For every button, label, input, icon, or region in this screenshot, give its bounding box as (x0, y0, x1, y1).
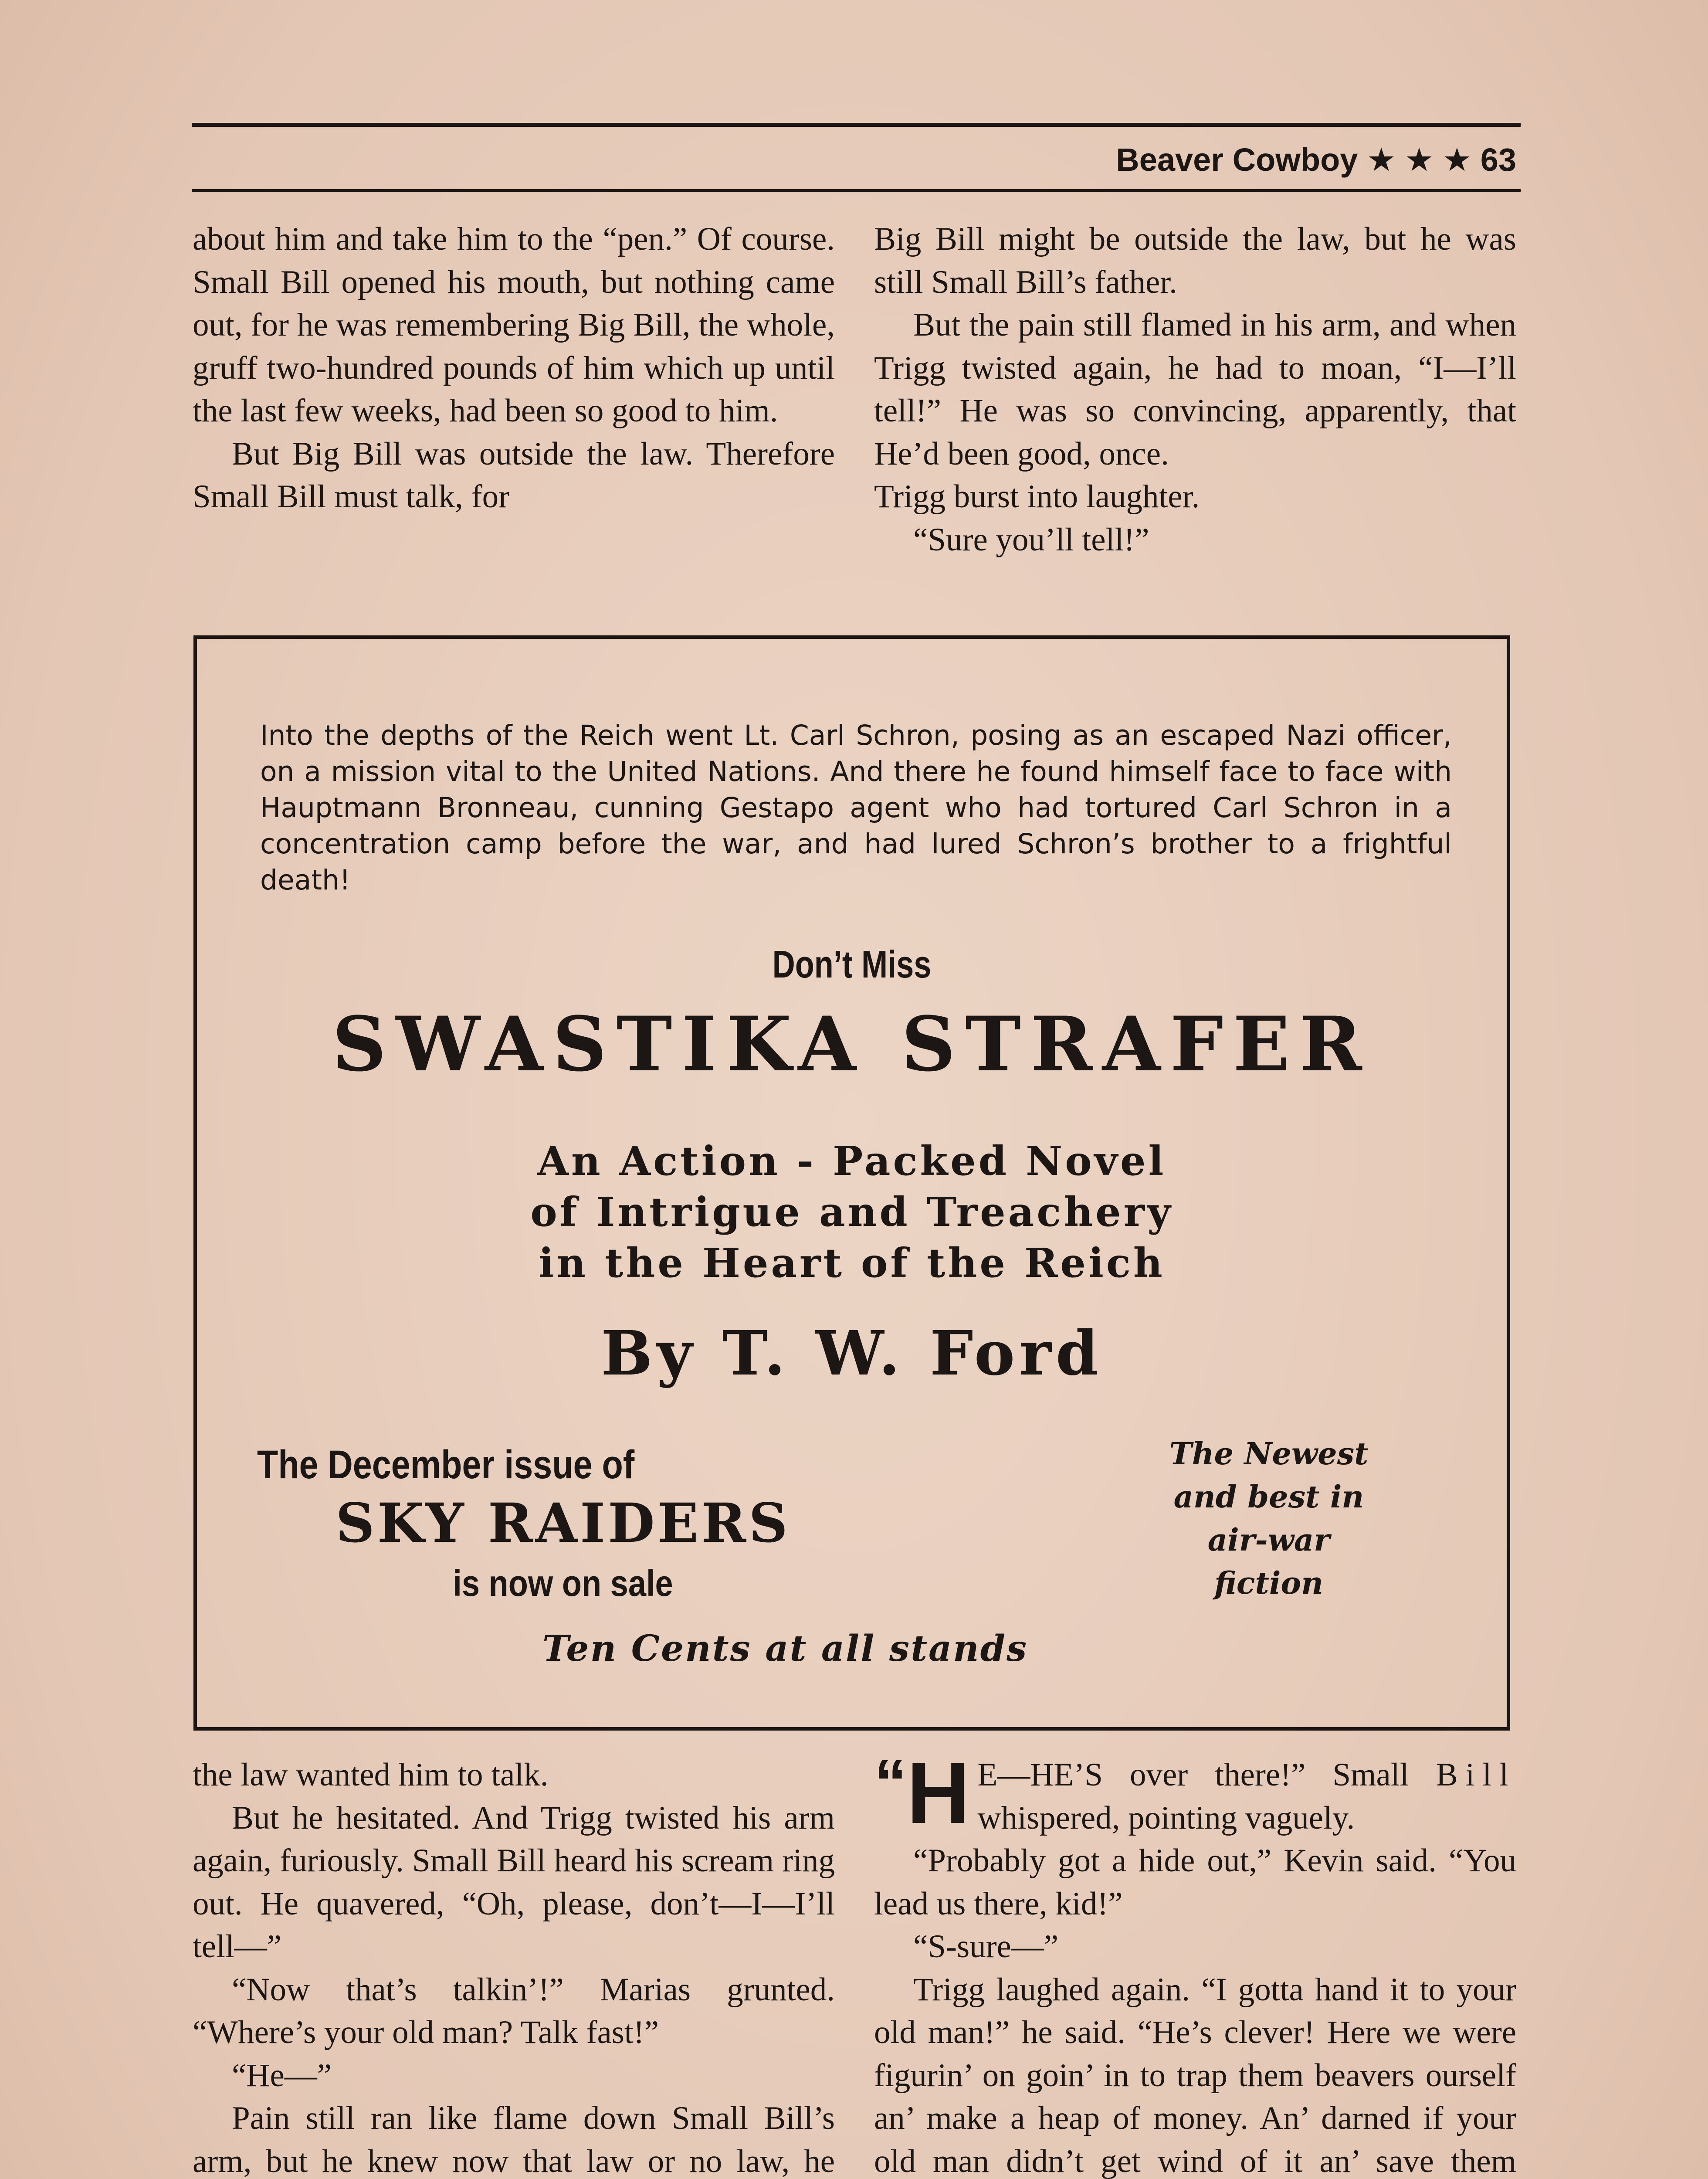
paragraph: Trigg burst into laughter. (874, 479, 1200, 515)
ad-title: SWASTIKA STRAFER (332, 1000, 1372, 1088)
paragraph: Pain still ran like flame down Small Bill’s arm, but he knew now that law or no law, he (193, 2100, 835, 2179)
ad-subtitle-line: An Action - Packed Novel (537, 1137, 1166, 1185)
paragraph: But the pain still flamed in his arm, and when Trigg twisted again, he had to moan, “I—I’ll tell!” He was so convincing, apparently, that He’d been good, once. (874, 307, 1516, 472)
header-rule-bottom (192, 189, 1521, 192)
story-column-bottom-left (193, 1754, 835, 2179)
drop-cap (874, 1745, 970, 1842)
paragraph: “Now that’s talkin’!” Marias grunted. “Where’s your old man? Talk fast!” (193, 1971, 835, 2050)
ad-issue-line: The December issue of (257, 1442, 635, 1487)
story-column-top-left (193, 218, 835, 519)
paragraph: “He—” (232, 2057, 332, 2094)
paragraph: But Big Bill was outside the law. Therefore Small Bill must talk, for (193, 435, 835, 515)
spaced-word: Bill (1436, 1757, 1517, 1793)
paragraph-text: whispered, pointing vaguely. (977, 1799, 1355, 1836)
paragraph: “Probably got a hide out,” Kevin said. “You lead us there, kid!” (874, 1843, 1516, 1922)
paragraph: “S-sure—” (913, 1928, 1059, 1965)
paragraph: Big Bill might be outside the law, but he was still Small Bill’s father. (874, 221, 1516, 300)
ad-tagline-line: and best in (1173, 1479, 1364, 1515)
ad-tagline-line: The Newest (1169, 1436, 1369, 1472)
ad-tagline-line: air-war (1207, 1522, 1330, 1558)
story-column-bottom-right (874, 1745, 1517, 2179)
ad-magazine-name: SKY RAIDERS (336, 1492, 790, 1555)
ad-subtitle-line: of Intrigue and Treachery (530, 1188, 1173, 1235)
ad-subtitle-line: in the Heart of the Reich (539, 1239, 1165, 1286)
paragraph: about him and take him to the “pen.” Of course. Small Bill opened his mouth, but nothing came out, for he was remembering Big Bill, the whole, gruff two-hundred pounds of him which up until the last few weeks, had been so good to him. (193, 221, 835, 429)
ad-subtitle (197, 1136, 1507, 1289)
ad-dont-miss: Don’t Miss (772, 943, 932, 986)
ad-on-sale: is now on sale (453, 1563, 673, 1604)
ad-tagline-line: fiction (1214, 1565, 1324, 1601)
paragraph: “Sure you’ll tell!” (913, 521, 1149, 558)
paragraph: the law wanted him to talk. (193, 1757, 549, 1793)
drop-cap-quote: “ (874, 1746, 907, 1819)
drop-cap-letter: H (907, 1745, 970, 1842)
paragraph-with-dropcap (874, 1745, 1517, 1842)
ad-author: By T. W. Ford (601, 1318, 1103, 1389)
running-head: Beaver Cowboy ★ ★ ★ 63 (1116, 142, 1516, 178)
paragraph: Trigg laughed again. “I gotta hand it to your old man!” he said. “He’s clever! Here we were figurin’ on goin’ in to trap them beavers ourself an’ make a heap of money. An’ darned if your old man didn’t get wind of it an’ save them (874, 1971, 1516, 2179)
advertisement-box (193, 635, 1510, 1731)
ad-blurb: Into the depths of the Reich went Lt. Carl Schron, posing as an escaped Nazi officer, on a mission vital to the United Nations. And there he found himself face to face with Hauptmann Bronneau, cunning Gestapo agent who had tortured Carl Schron in a concentration camp before the war, and had lured Schron’s brother to a frightful death! (260, 720, 1452, 896)
ad-price: Ten Cents at all stands (542, 1628, 1028, 1670)
story-column-top-right (874, 218, 1516, 561)
paragraph-text: E—HE’S over there!” Small (977, 1757, 1409, 1793)
header-rule-top (192, 123, 1521, 127)
paragraph: But he hesitated. And Trigg twisted his arm again, furiously. Small Bill heard his scream ring out. He quavered, “Oh, please, don’t—I—I’ll tell—” (193, 1799, 835, 1965)
ad-tagline (1095, 1432, 1443, 1605)
